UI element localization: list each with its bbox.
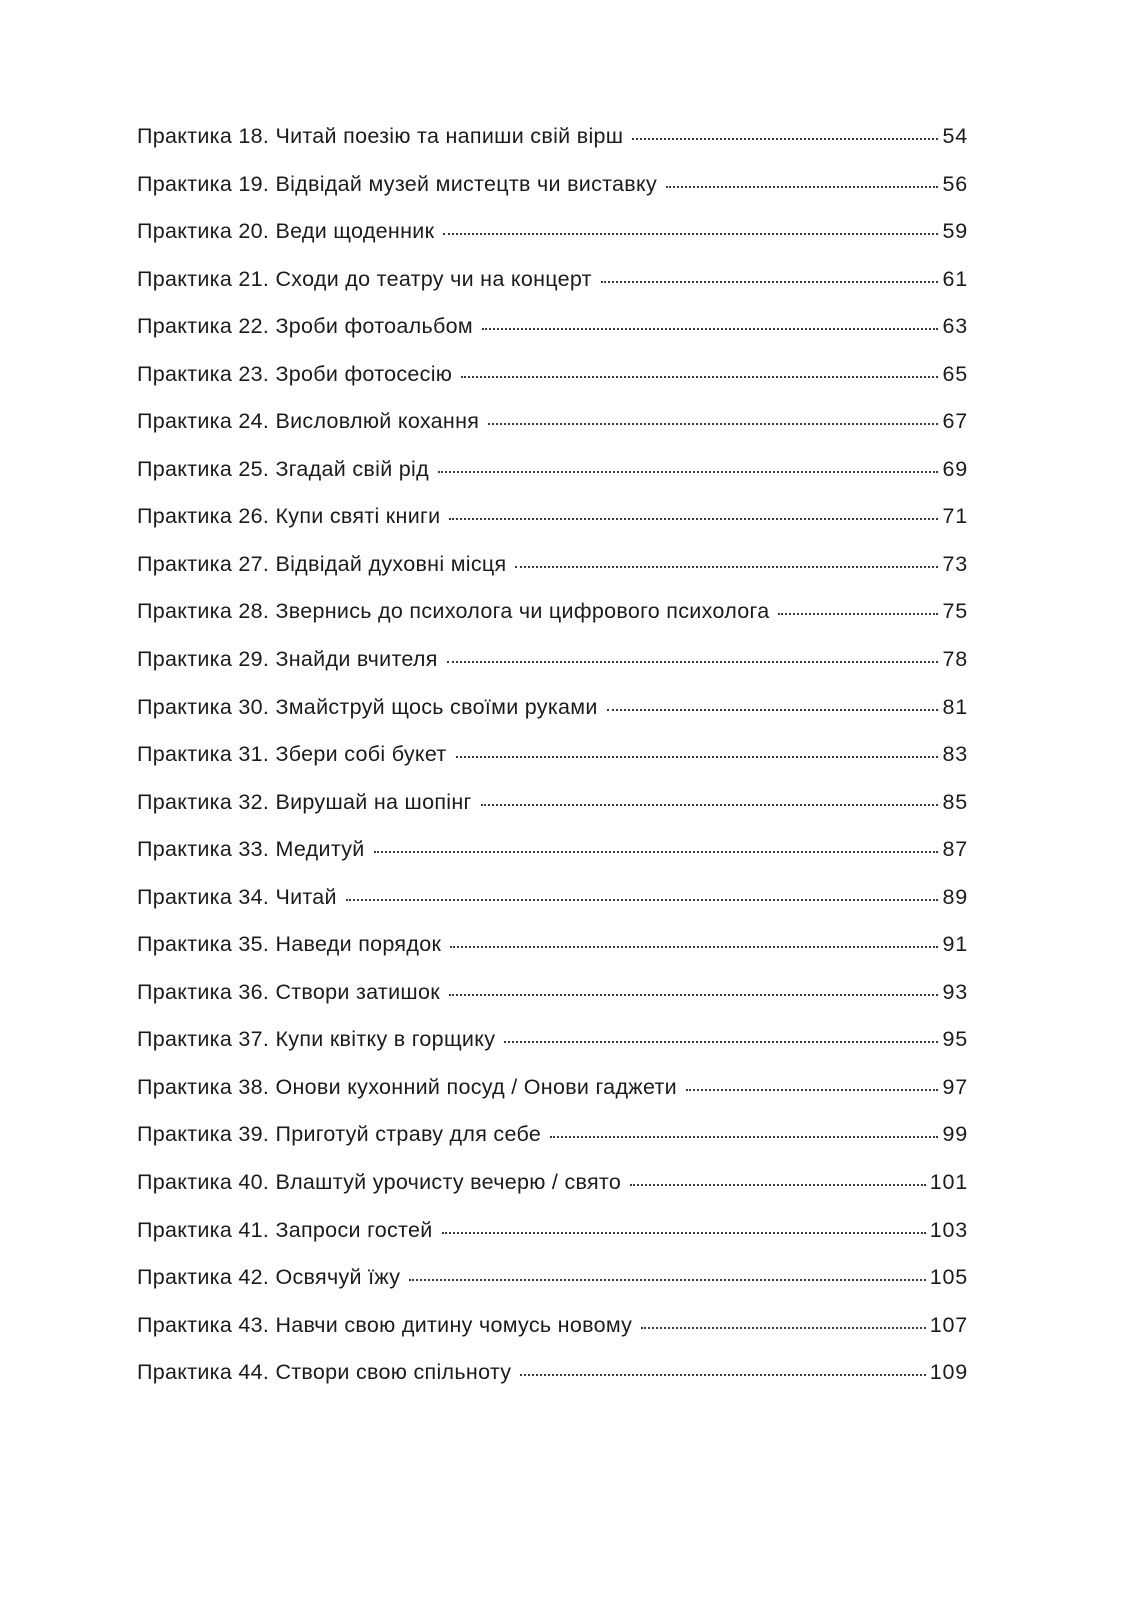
toc-entry: [137, 1360, 968, 1408]
toc-entry: [137, 1265, 968, 1313]
toc-entry: [137, 1170, 968, 1218]
toc-entry-page: 87: [942, 837, 968, 862]
toc-entry-title: Практика 39. Приготуй страву для себе: [137, 1122, 542, 1147]
toc-entry-page: 56: [942, 171, 968, 196]
toc-list: [137, 124, 968, 1408]
toc-entry-title: Практика 31. Збери собі букет: [137, 742, 447, 767]
dot-leader: [450, 946, 938, 948]
toc-entry-page: 97: [942, 1074, 968, 1099]
toc-entry: [137, 1075, 968, 1123]
toc-entry: [137, 980, 968, 1028]
toc-entry-page: 95: [942, 1027, 968, 1052]
toc-entry-title: Практика 40. Влаштуй урочисту вечерю / свято: [137, 1170, 622, 1195]
dot-leader: [447, 661, 939, 663]
dot-leader: [607, 709, 939, 711]
dot-leader: [442, 1232, 926, 1234]
toc-entry-page: 105: [929, 1265, 968, 1290]
toc-entry: [137, 267, 968, 315]
dot-leader: [456, 756, 939, 758]
toc-entry: [137, 1218, 968, 1266]
dot-leader: [482, 328, 939, 330]
toc-entry-page: 78: [942, 647, 968, 672]
toc-entry: [137, 219, 968, 267]
toc-entry-page: 99: [942, 1122, 968, 1147]
toc-entry: [137, 885, 968, 933]
toc-entry-page: 71: [942, 504, 968, 529]
toc-entry: [137, 409, 968, 457]
dot-leader: [520, 1374, 925, 1376]
toc-entry-page: 83: [942, 742, 968, 767]
toc-entry: [137, 172, 968, 220]
toc-entry: [137, 837, 968, 885]
toc-entry-title: Практика 36. Створи затишок: [137, 979, 440, 1004]
toc-entry-title: Практика 23. Зроби фотосесію: [137, 361, 453, 386]
dot-leader: [438, 471, 939, 473]
toc-entry-page: 81: [942, 694, 968, 719]
toc-entry-page: 67: [942, 409, 968, 434]
toc-entry-page: 107: [929, 1312, 968, 1337]
toc-entry-title: Практика 22. Зроби фотоальбом: [137, 314, 473, 339]
toc-entry-page: 61: [942, 266, 968, 291]
dot-leader: [346, 899, 939, 901]
toc-entry: [137, 790, 968, 838]
toc-entry: [137, 552, 968, 600]
dot-leader: [686, 1089, 939, 1091]
toc-entry-page: 54: [942, 124, 968, 148]
toc-entry-page: 73: [942, 551, 968, 576]
toc-entry-page: 63: [942, 314, 968, 339]
toc-entry-title: Практика 35. Наведи порядок: [137, 932, 442, 957]
toc-entry-title: Практика 33. Медитуй: [137, 837, 365, 862]
toc-entry: [137, 1313, 968, 1361]
toc-entry-page: 93: [942, 979, 968, 1004]
toc-entry-title: Практика 27. Відвідай духовні місця: [137, 551, 507, 576]
toc-entry-title: Практика 18. Читай поезію та напиши свій вірш: [137, 124, 624, 148]
dot-leader: [488, 423, 938, 425]
toc-entry-page: 101: [929, 1170, 968, 1195]
toc-entry: [137, 695, 968, 743]
toc-entry-page: 89: [942, 884, 968, 909]
dot-leader: [481, 804, 939, 806]
toc-entry-title: Практика 30. Змайструй щось своїми руками: [137, 694, 598, 719]
dot-leader: [409, 1279, 925, 1281]
toc-entry-title: Практика 19. Відвідай музей мистецтв чи виставку: [137, 171, 658, 196]
dot-leader: [630, 1184, 926, 1186]
dot-leader: [632, 138, 938, 140]
toc-entry: [137, 457, 968, 505]
toc-entry-title: Практика 42. Освячуй їжу: [137, 1265, 401, 1290]
toc-entry: [137, 1122, 968, 1170]
dot-leader: [443, 233, 938, 235]
toc-entry: [137, 362, 968, 410]
toc-entry-page: 59: [942, 219, 968, 244]
dot-leader: [666, 186, 938, 188]
toc-entry-page: 85: [942, 789, 968, 814]
toc-entry: [137, 599, 968, 647]
dot-leader: [778, 613, 938, 615]
toc-entry-title: Практика 44. Створи свою спільноту: [137, 1360, 512, 1385]
dot-leader: [504, 1041, 938, 1043]
dot-leader: [374, 851, 939, 853]
toc-entry-title: Практика 25. Згадай свій рід: [137, 456, 429, 481]
toc-entry-page: 75: [942, 599, 968, 624]
dot-leader: [449, 994, 939, 996]
toc-entry-title: Практика 43. Навчи свою дитину чомусь новому: [137, 1312, 633, 1337]
toc-entry-page: 103: [929, 1217, 968, 1242]
toc-entry-title: Практика 24. Висловлюй кохання: [137, 409, 480, 434]
dot-leader: [641, 1327, 926, 1329]
toc-entry: [137, 124, 968, 172]
toc-entry: [137, 314, 968, 362]
toc-entry-title: Практика 21. Сходи до театру чи на концерт: [137, 266, 592, 291]
toc-entry-title: Практика 41. Запроси гостей: [137, 1217, 433, 1242]
dot-leader: [601, 281, 939, 283]
toc-entry: [137, 1027, 968, 1075]
toc-entry-page: 109: [929, 1360, 968, 1385]
toc-entry-title: Практика 28. Звернись до психолога чи цифрового психолога: [137, 599, 770, 624]
toc-entry-title: Практика 34. Читай: [137, 884, 337, 909]
toc-entry-title: Практика 20. Веди щоденник: [137, 219, 435, 244]
toc-entry: [137, 504, 968, 552]
dot-leader: [515, 566, 938, 568]
dot-leader: [550, 1136, 938, 1138]
toc-entry-title: Практика 29. Знайди вчителя: [137, 647, 438, 672]
toc-entry: [137, 647, 968, 695]
toc-entry-title: Практика 26. Купи святі книги: [137, 504, 441, 529]
toc-entry-title: Практика 32. Вирушай на шопінг: [137, 789, 472, 814]
dot-leader: [449, 518, 938, 520]
toc-entry-page: 69: [942, 456, 968, 481]
toc-entry-page: 65: [942, 361, 968, 386]
toc-entry: [137, 932, 968, 980]
toc-entry-page: 91: [942, 932, 968, 957]
toc-entry-title: Практика 37. Купи квітку в горщику: [137, 1027, 496, 1052]
toc-entry: [137, 742, 968, 790]
toc-entry-title: Практика 38. Онови кухонний посуд / Онови гаджети: [137, 1074, 677, 1099]
dot-leader: [461, 376, 938, 378]
